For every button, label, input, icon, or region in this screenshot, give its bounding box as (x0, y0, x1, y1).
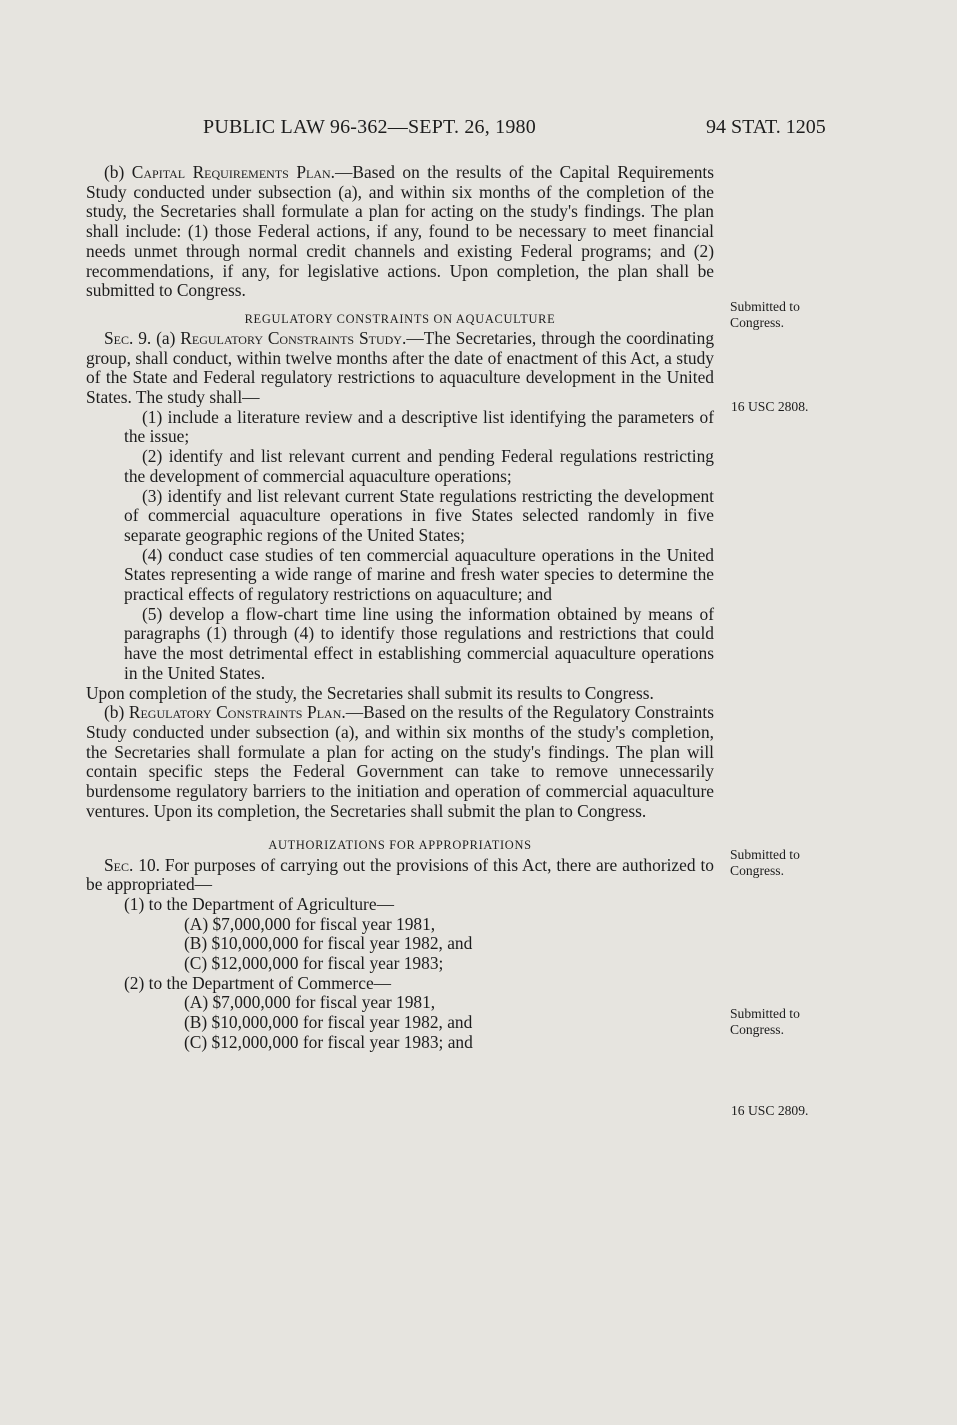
margin-note-submitted: Submitted to Congress. (730, 299, 800, 330)
section-9-closing: Upon completion of the study, the Secretaries shall submit its results to Congress. (86, 682, 654, 703)
margin-note-submitted: Submitted to Congress. (730, 1006, 800, 1037)
list-item: (5) develop a flow-chart time line using the information obtained by means of paragraphs (1) through (4) to identify those regulations and restrictions that could have the most detrimental effect in establishing commercial aquaculture operations in the United States. (124, 603, 714, 683)
list-item-commerce: (2) to the Department of Commerce— (124, 972, 392, 993)
running-header-title: PUBLIC LAW 96-362—SEPT. 26, 1980 (203, 116, 536, 138)
body-text (86, 163, 714, 1053)
list-item: (B) $10,000,000 for fiscal year 1982, and (184, 1012, 473, 1033)
margin-citation: 16 USC 2808. (731, 399, 809, 414)
margin-citation: 16 USC 2809. (731, 1103, 809, 1118)
section-heading-regulatory-constraints: REGULATORY CONSTRAINTS ON AQUACULTURE (244, 311, 556, 326)
run-in-heading: Capital Requirements Plan. (131, 162, 336, 182)
section-heading-authorizations: AUTHORIZATIONS FOR APPROPRIATIONS (268, 837, 532, 852)
list-item: (C) $12,000,000 for fiscal year 1983; (184, 953, 444, 974)
running-header-stat: 94 STAT. 1205 (706, 116, 826, 138)
list-item: (A) $7,000,000 for fiscal year 1981, (184, 992, 436, 1013)
list-item: (A) $7,000,000 for fiscal year 1981, (184, 913, 436, 934)
run-in-heading: Regulatory Constraints Plan. (128, 702, 346, 723)
list-item: (3) identify and list relevant current State regulations restricting the development of commercial aquaculture operations in five States selected randomly in five separate geographic regions of the United States; (124, 485, 714, 545)
run-in-heading: Regulatory Constraints Study. (180, 327, 407, 348)
list-item: (4) conduct case studies of ten commercial aquaculture operations in the United States representing a wide range of marine and fresh water species to determine the practical effects of regulatory restrictions on aquaculture; and (124, 544, 714, 605)
list-item-agriculture: (1) to the Department of Agriculture— (124, 893, 394, 914)
section-10-intro: Sec. 10. For purposes of carrying out the provisions of this Act, there are authorized to be appropriated— (86, 854, 714, 895)
list-item: (2) identify and list relevant current and pending Federal regulations restricting the development of commercial aquaculture operations; (124, 446, 714, 486)
list-item: (1) include a literature review and a descriptive list identifying the parameters of the issue; (124, 406, 714, 447)
list-item: (C) $12,000,000 for fiscal year 1983; and (184, 1031, 473, 1052)
section-9-intro: Sec. 9. (a) Regulatory Constraints Study.—The Secretaries, through the coordinating group, shall conduct, within twelve months after the date of enactment of this Act, a study of the State and Federal regulatory restrictions to aquaculture development in the United States. The study shall— (86, 327, 715, 408)
paragraph-regulatory-constraints-plan: (b) Regulatory Constraints Plan.—Based on the results of the Regulatory Constraints Study conducted under subsection (a), and within six months of the study's completion, the Secretaries shall formulate a plan for acting on the study's findings. The plan will contain specific steps the Federal Government can take to remove unnecessarily burdensome regulatory barriers to the initiation and operation of commercial aquaculture ventures. Upon its completion, the Secretaries shall submit the plan to Congress. (86, 702, 714, 821)
paragraph-capital-requirements-plan: (b) Capital Requirements Plan.—Based on the results of the Capital Requirements Study conducted under subsection (a), and within six months of the completion of the study, the Secretaries shall formulate a plan for acting on the study's findings. The plan shall include: (1) those Federal actions, if any, found to be necessary to meet financial needs unmet through normal credit channels and existing Federal programs; and (2) recommendations, if any, for legislative actions. Upon completion, the plan shall be submitted to Congress. (86, 162, 714, 301)
margin-note-submitted: Submitted to Congress. (730, 847, 800, 878)
list-item: (B) $10,000,000 for fiscal year 1982, and (184, 933, 473, 954)
